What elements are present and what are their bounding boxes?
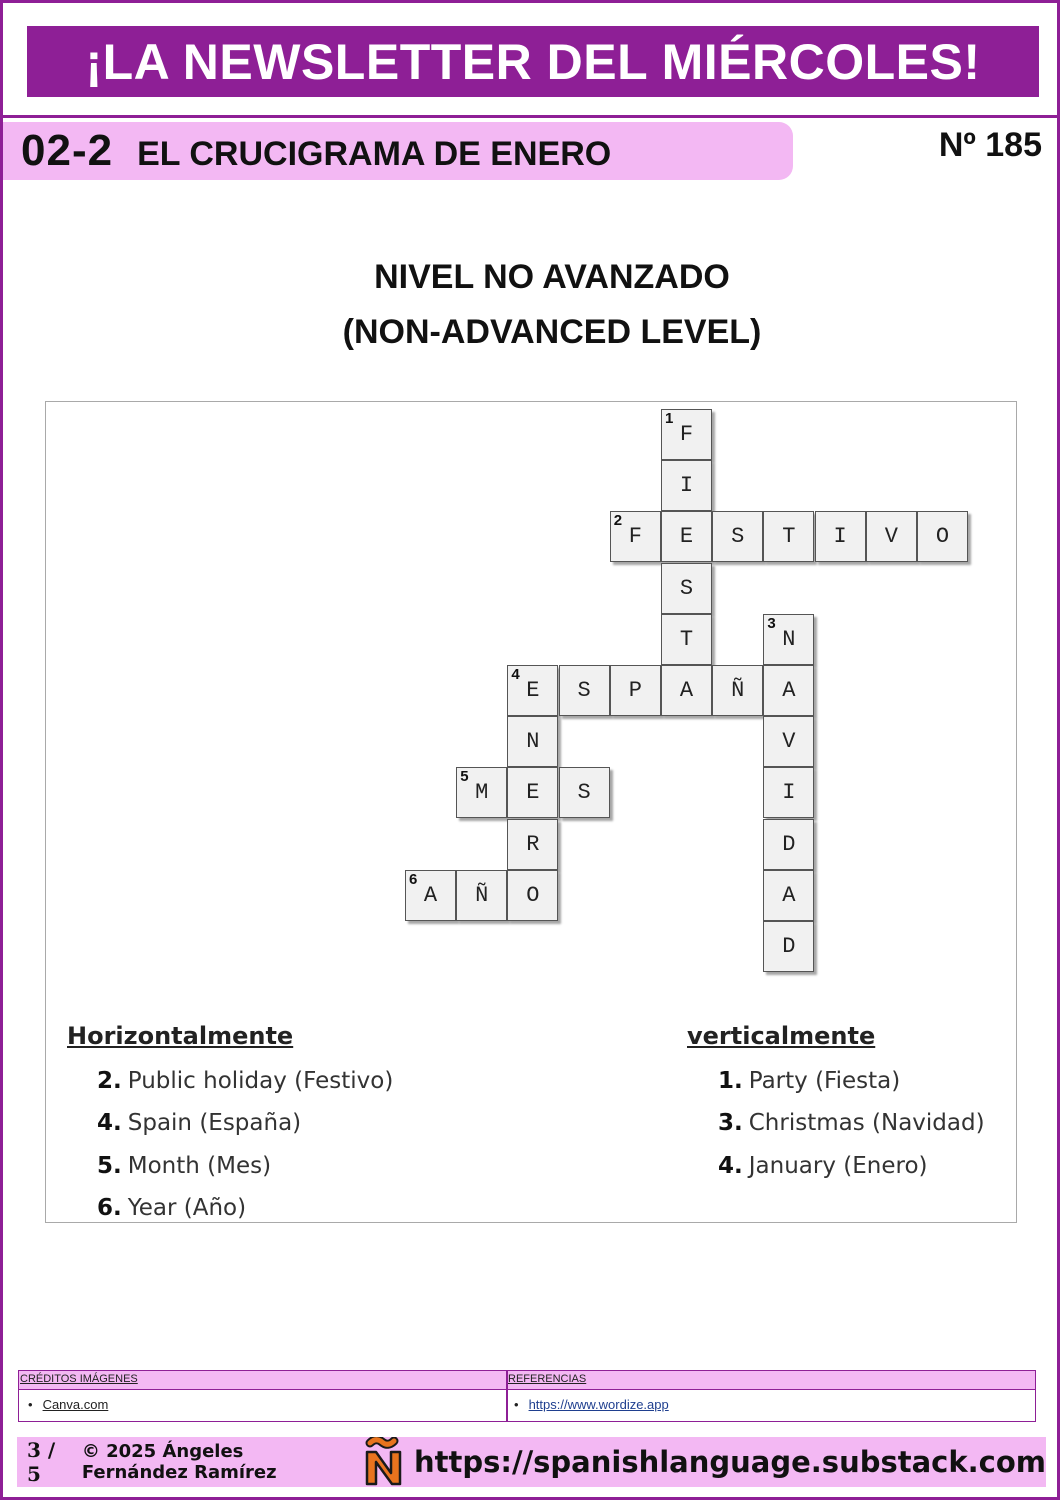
crossword-cell bbox=[661, 614, 712, 665]
crossword-cell bbox=[661, 563, 712, 614]
crossword-clue-number: 6 bbox=[409, 870, 418, 888]
crossword-cell bbox=[866, 511, 917, 562]
crossword-letter: E bbox=[679, 524, 694, 550]
across-clue: 6. Year (Año) bbox=[97, 1195, 247, 1221]
crossword-letter: A bbox=[679, 678, 694, 703]
crossword-cell bbox=[456, 767, 507, 818]
crossword-clue-number: 5 bbox=[460, 768, 469, 786]
crossword-cell bbox=[763, 511, 814, 562]
across-clue: 5. Month (Mes) bbox=[97, 1153, 272, 1179]
substack-url[interactable]: https://spanishlanguage.substack.com bbox=[413, 1445, 1046, 1479]
issue-number: Nº 185 bbox=[938, 126, 1042, 164]
crossword-letter: Ñ bbox=[475, 882, 489, 908]
crossword-cell bbox=[661, 511, 712, 562]
crossword-cell bbox=[763, 870, 814, 921]
crossword-letter: T bbox=[679, 626, 694, 652]
crossword-cell bbox=[763, 819, 814, 870]
crossword-cell bbox=[661, 460, 712, 511]
crossword-letter: E bbox=[526, 678, 540, 703]
down-clue: 3. Christmas (Navidad) bbox=[718, 1110, 985, 1136]
image-credits-label: CRÉDITOS IMÁGENES bbox=[20, 1373, 138, 1385]
crossword-letter: I bbox=[833, 524, 847, 550]
section-number: 02-2 bbox=[21, 126, 114, 175]
crossword-letter: D bbox=[782, 831, 796, 857]
crossword-letter: O bbox=[935, 524, 950, 550]
crossword-cell bbox=[559, 767, 610, 818]
down-clue: 4. January (Enero) bbox=[718, 1153, 928, 1179]
crossword-letter: I bbox=[679, 473, 694, 499]
across-heading: Horizontalmente bbox=[67, 1022, 294, 1050]
crossword-letter: M bbox=[475, 780, 489, 806]
crossword-cell bbox=[712, 511, 763, 562]
section-tab bbox=[3, 122, 793, 180]
crossword-letter: S bbox=[679, 575, 694, 601]
crossword-letter: I bbox=[782, 780, 796, 806]
crossword-letter: P bbox=[628, 678, 642, 703]
n-tilde-logo-icon bbox=[362, 1437, 406, 1487]
crossword-cell bbox=[763, 614, 814, 665]
crossword-letter: A bbox=[423, 882, 438, 908]
level-subtitle: (NON-ADVANCED LEVEL) bbox=[342, 313, 762, 351]
newsletter-banner: ¡LA NEWSLETTER DEL MIÉRCOLES! bbox=[27, 26, 1039, 97]
crossword-panel bbox=[45, 401, 1017, 1223]
crossword-letter: V bbox=[884, 524, 898, 550]
section-title: EL CRUCIGRAMA DE ENERO bbox=[137, 134, 612, 173]
crossword-cell bbox=[610, 511, 661, 562]
crossword-letter: D bbox=[782, 934, 796, 959]
crossword-letter: R bbox=[526, 831, 540, 857]
crossword-letter: S bbox=[577, 780, 591, 806]
across-clue: 2. Public holiday (Festivo) bbox=[97, 1068, 394, 1094]
crossword-clue-number: 4 bbox=[511, 666, 520, 683]
copyright-text: © 2025 Ángeles Fernández Ramírez bbox=[81, 1441, 277, 1483]
level-title: NIVEL NO AVANZADO bbox=[374, 258, 730, 296]
crossword-cell bbox=[405, 870, 456, 921]
down-clue: 1. Party (Fiesta) bbox=[718, 1068, 901, 1094]
footer-bar bbox=[17, 1437, 1046, 1487]
crossword-cell bbox=[507, 716, 558, 767]
crossword-cell bbox=[507, 665, 558, 716]
crossword-letter: O bbox=[526, 882, 540, 908]
canva-link[interactable]: Canva.com bbox=[42, 1397, 109, 1412]
crossword-cell bbox=[815, 511, 866, 562]
wordize-link[interactable]: https://www.wordize.app bbox=[528, 1397, 669, 1412]
crossword-letter: A bbox=[782, 678, 796, 703]
credits-table bbox=[18, 1370, 1036, 1422]
crossword-cell bbox=[507, 870, 558, 921]
crossword-cell bbox=[763, 921, 814, 972]
header-box bbox=[0, 0, 1060, 118]
crossword-letter: S bbox=[731, 524, 745, 550]
down-heading: verticalmente bbox=[687, 1022, 876, 1050]
crossword-clue-number: 1 bbox=[665, 410, 674, 427]
image-credit-item: • Canva.com bbox=[28, 1397, 109, 1412]
crossword-cell bbox=[661, 409, 712, 460]
crossword-cell bbox=[763, 716, 814, 767]
crossword-cell bbox=[610, 665, 661, 716]
crossword-clue-number: 2 bbox=[613, 512, 623, 530]
across-clue: 4. Spain (España) bbox=[97, 1110, 302, 1136]
crossword-cell bbox=[917, 511, 968, 562]
crossword-cell bbox=[456, 870, 507, 921]
crossword-cell bbox=[712, 665, 763, 716]
crossword-letter: V bbox=[782, 729, 796, 755]
crossword-cell bbox=[559, 665, 610, 716]
crossword-clue-number: 3 bbox=[767, 614, 776, 632]
crossword-letter: F bbox=[679, 422, 694, 447]
reference-item: • https://www.wordize.app bbox=[514, 1397, 669, 1412]
crossword-letter: N bbox=[782, 626, 796, 652]
references-label: REFERENCIAS bbox=[508, 1373, 587, 1385]
crossword-letter: A bbox=[782, 882, 796, 908]
page-counter: 3 / 5 bbox=[27, 1438, 56, 1486]
crossword-cell bbox=[763, 767, 814, 818]
crossword-cell bbox=[507, 819, 558, 870]
crossword-letter: T bbox=[782, 524, 796, 550]
crossword-letter: E bbox=[526, 780, 540, 806]
crossword-letter: Ñ bbox=[731, 678, 745, 703]
crossword-cell bbox=[763, 665, 814, 716]
crossword-letter: S bbox=[577, 678, 591, 703]
crossword-letter: N bbox=[526, 729, 540, 755]
crossword-cell bbox=[661, 665, 712, 716]
crossword-letter: F bbox=[628, 524, 642, 550]
crossword-cell bbox=[507, 767, 558, 818]
